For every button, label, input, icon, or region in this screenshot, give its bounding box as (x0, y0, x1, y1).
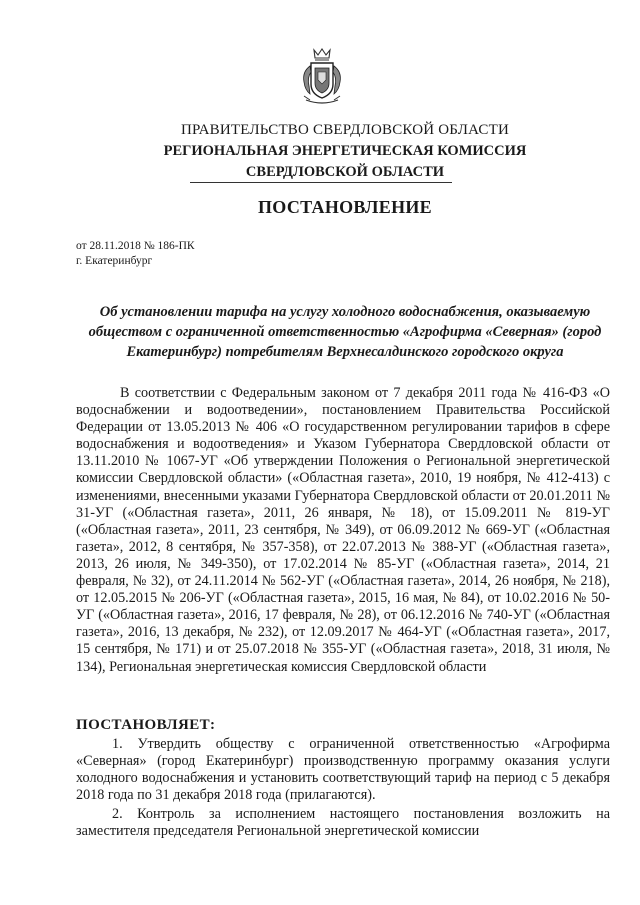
date-and-number: от 28.11.2018 № 186-ПК (76, 240, 195, 252)
decree-item-2 (76, 806, 610, 840)
commission-name-line1: РЕГИОНАЛЬНАЯ ЭНЕРГЕТИЧЕСКАЯ КОМИССИЯ (163, 143, 527, 159)
document-type: ПОСТАНОВЛЕНИЕ (258, 197, 432, 217)
header-divider (190, 182, 452, 183)
commission-name-line2: СВЕРДЛОВСКОЙ ОБЛАСТИ (245, 164, 445, 180)
city: г. Екатеринбург (76, 255, 153, 267)
decree-item-text: 1. Утвердить обществу с ограниченной ответственностью «Агрофирма «Северная» (город Екатеринбург) производственную программу оказания услуги холодного водоснабжения и установить соответствующий тариф на период с 5 декабря 2018 года по 31 декабря 2018 года (прилагаются). (76, 736, 610, 804)
issuer-header (70, 120, 620, 183)
government-name: ПРАВИТЕЛЬСТВО СВЕРДЛОВСКОЙ ОБЛАСТИ (180, 122, 510, 138)
document-meta (76, 239, 195, 269)
decree-item-1 (76, 736, 610, 804)
decree-item-text: 2. Контроль за исполнением настоящего постановления возложить на заместителя председателя Региональной энергетической комиссии (76, 806, 610, 840)
document-title: Об установлении тарифа на услугу холодного водоснабжения, оказываемую обществом с ограниченной ответственностью «Агрофирма «Северная» (город Екатеринбург) потребителям Верхнесалдинского городского округа (88, 304, 602, 360)
coat-of-arms-emblem (296, 46, 348, 108)
preamble-text: В соответствии с Федеральным законом от 7 декабря 2011 года № 416-ФЗ «О водоснабжении и водоотведении», постановлением Правительства Российской Федерации от 13.05.2013 № 406 «О государственном регулировании тарифов в сфере водоснабжения и водоотведения» и Указом Губернатора Свердловской области от 13.11.2010 № 1067-УГ «Об утверждении Положения о Региональной энергетической комиссии Свердловской области» («Областная газета», 2010, 19 ноября, № 412-413) с изменениями, внесенными указами Губернатора Свердловской области от 20.01.2011 № 31-УГ («Областная газета», 2011, 26 января, № 18), от 15.09.2011 № 819-УГ («Областная газета», 2011, 23 сентября, № 349), от 06.09.2012 № 669-УГ («Областная газета», 2012, 8 сентября, № 357-358), от 22.07.2013 № 388-УГ («Областная газета», 2013, 26 июля, № 349-350), от 17.02.2014 № 85-УГ («Областная газета», 2014, 21 февраля, № 32), от 24.11.2014 № 562-УГ («Областная газета», 2014, 26 ноября, № 218), от 12.05.2015 № 206-УГ («Областная газета», 2015, 16 мая, № 84), от 10.02.2016 № 50-УГ («Областная газета», 2016, 17 февраля, № 28), от 06.12.2016 № 740-УГ («Областная газета», 2016, 13 декабря, № 232), от 12.09.2017 № 464-УГ («Областная газета», 2017, 15 сентября, № 171) и от 25.07.2018 № 355-УГ («Областная газета», 2018, 31 июля, № 134), Региональная энергетическая комиссия Свердловской области (76, 385, 610, 675)
decree-word: ПОСТАНОВЛЯЕТ: (76, 717, 216, 733)
preamble (76, 385, 610, 676)
